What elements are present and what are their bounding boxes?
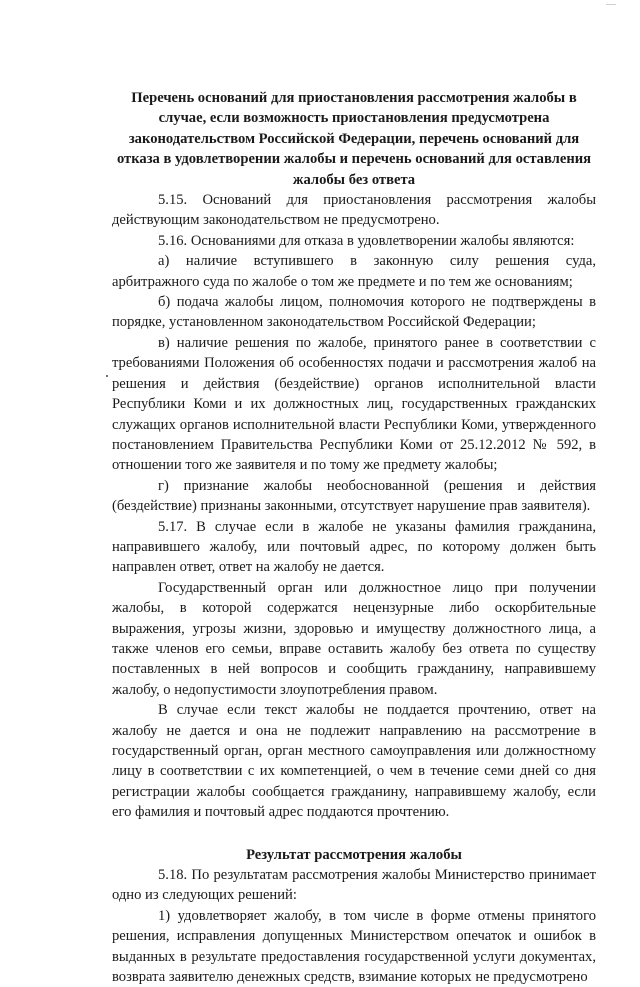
paragraph-5-15: 5.15. Оснований для приостановления рассмотрения жалобы действующим законодательством не предусмотрено. [112, 192, 596, 229]
paragraph-5-16: 5.16. Основаниями для отказа в удовлетворении жалобы являются: [158, 232, 575, 249]
paragraph-abusive-complaint: Государственный орган или должностное лицо при получении жалобы, в которой содержатся нецензурные либо оскорбительные выражения, угрозы жизни, здоровью и имуществу должностного лица, а также членов его семьи, вправе оставить жалобу без ответа по существу поставленных в ней вопросов и сообщить гражданину, направившему жалобу, о недопустимости злоупотребления правом. [112, 579, 596, 698]
section-heading-result: Результат рассмотрения жалобы [246, 846, 462, 863]
scan-dot [106, 375, 108, 377]
paragraph-5-18: 5.18. По результатам рассмотрения жалобы Министерство принимает одно из следующих решений: [112, 867, 596, 904]
paragraph-unreadable-complaint: В случае если текст жалобы не поддается прочтению, ответ на жалобу не дается и она не подлежит направлению на рассмотрение в государственный орган, орган местного самоуправления или должностному лицу в соответствии с их компетенцией, о чем в течение семи дней со дня регистрации жалобы сообщается гражданину, направившему жалобу, если его фамилия и почтовый адрес поддаются прочтению. [112, 702, 596, 821]
section-heading-grounds: Перечень оснований для приостановления рассмотрения жалобы в случае, если возможность приостановления предусмотрена законодательством Российской Федерации, перечень оснований для отказа в удовлетворении жалобы и перечень оснований для оставления жалобы без ответа [116, 90, 592, 188]
list-item-b: б) подача жалобы лицом, полномочия которого не подтверждены в порядке, установленном законодательством Российской Федерации; [112, 294, 596, 331]
list-item-a: а) наличие вступившего в законную силу решения суда, арбитражного суда по жалобе о том же предмете и по тем же основаниям; [112, 253, 596, 290]
list-item-g: г) признание жалобы необоснованной (решения и действия (бездействие) признаны законными, отсутствует нарушение прав заявителя). [112, 477, 596, 515]
scan-artifact [606, 4, 616, 7]
list-item-1: 1) удовлетворяет жалобу, в том числе в форме отмены принятого решения, исправления допущенных Министерством опечаток и ошибок в выданных в результате предоставления государственной услуги документах, возврата заявителю денежных средств, взимание которых не предусмотрено [112, 907, 596, 986]
paragraph-5-17: 5.17. В случае если в жалобе не указаны фамилия гражданина, направившего жалобу, или почтовый адрес, по которому должен быть направлен ответ, ответ на жалобу не дается. [112, 518, 596, 576]
document-page [112, 88, 596, 987]
list-item-v: в) наличие решения по жалобе, принятого ранее в соответствии с требованиями Положения об особенностях подачи и рассмотрения жалоб на решения и действия (бездействие) органов исполнительной власти Республики Коми и их должностных лиц, государственных гражданских служащих органов исполнительной власти Республики Коми, утвержденного постановлением Правительства Республики Коми от 25.12.2012 № 592, в отношении того же заявителя и по тому же предмету жалобы; [112, 334, 596, 474]
